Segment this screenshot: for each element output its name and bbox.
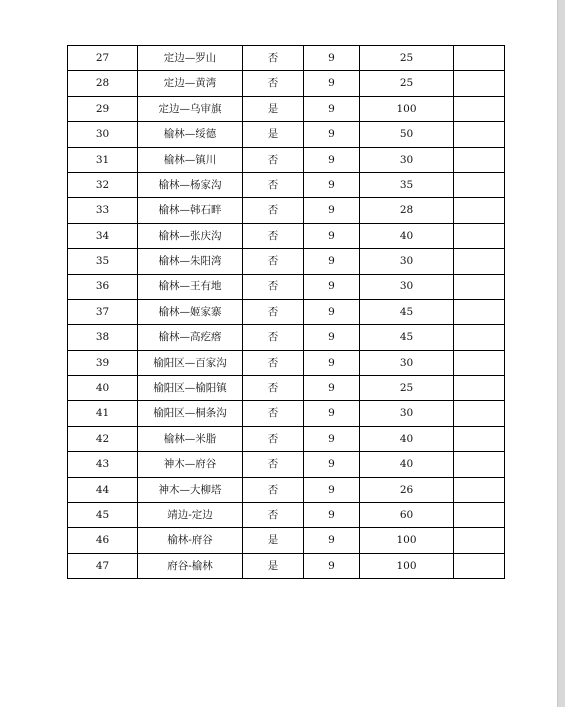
value-cell: 40	[360, 452, 454, 477]
grade-cell: 9	[304, 528, 360, 553]
flag-cell: 否	[243, 325, 304, 350]
note-cell	[454, 46, 505, 71]
flag-cell: 否	[243, 46, 304, 71]
route-cell: 神木—府谷	[138, 452, 243, 477]
grade-cell: 9	[304, 350, 360, 375]
route-table	[67, 45, 505, 579]
value-cell: 100	[360, 528, 454, 553]
route-cell: 靖边-定边	[138, 503, 243, 528]
flag-cell: 否	[243, 376, 304, 401]
flag-cell: 否	[243, 71, 304, 96]
grade-cell: 9	[304, 122, 360, 147]
note-cell	[454, 71, 505, 96]
value-cell: 30	[360, 350, 454, 375]
row-number-cell: 35	[68, 249, 138, 274]
grade-cell: 9	[304, 172, 360, 197]
value-cell: 30	[360, 147, 454, 172]
table-row	[68, 198, 505, 223]
flag-cell: 否	[243, 198, 304, 223]
value-cell: 30	[360, 401, 454, 426]
route-cell: 榆阳区—桐条沟	[138, 401, 243, 426]
flag-cell: 是	[243, 553, 304, 578]
table-row	[68, 71, 505, 96]
grade-cell: 9	[304, 553, 360, 578]
flag-cell: 否	[243, 172, 304, 197]
route-table-body	[68, 46, 505, 579]
value-cell: 100	[360, 96, 454, 121]
value-cell: 35	[360, 172, 454, 197]
grade-cell: 9	[304, 223, 360, 248]
value-cell: 25	[360, 376, 454, 401]
table-row	[68, 147, 505, 172]
grade-cell: 9	[304, 477, 360, 502]
table-row	[68, 452, 505, 477]
flag-cell: 否	[243, 299, 304, 324]
row-number-cell: 45	[68, 503, 138, 528]
route-cell: 榆阳区—榆阳镇	[138, 376, 243, 401]
route-cell: 榆林—姬家寨	[138, 299, 243, 324]
table-row	[68, 553, 505, 578]
route-cell: 定边—乌审旗	[138, 96, 243, 121]
note-cell	[454, 299, 505, 324]
route-cell: 榆阳区—百家沟	[138, 350, 243, 375]
grade-cell: 9	[304, 299, 360, 324]
grade-cell: 9	[304, 147, 360, 172]
table-row	[68, 172, 505, 197]
table-row	[68, 426, 505, 451]
grade-cell: 9	[304, 46, 360, 71]
route-cell: 榆林—杨家沟	[138, 172, 243, 197]
value-cell: 26	[360, 477, 454, 502]
grade-cell: 9	[304, 274, 360, 299]
grade-cell: 9	[304, 401, 360, 426]
vertical-scrollbar[interactable]	[557, 0, 565, 707]
note-cell	[454, 426, 505, 451]
table-row	[68, 223, 505, 248]
note-cell	[454, 350, 505, 375]
row-number-cell: 30	[68, 122, 138, 147]
note-cell	[454, 96, 505, 121]
route-cell: 府谷-榆林	[138, 553, 243, 578]
grade-cell: 9	[304, 452, 360, 477]
row-number-cell: 33	[68, 198, 138, 223]
grade-cell: 9	[304, 198, 360, 223]
row-number-cell: 36	[68, 274, 138, 299]
row-number-cell: 44	[68, 477, 138, 502]
value-cell: 30	[360, 249, 454, 274]
note-cell	[454, 172, 505, 197]
value-cell: 50	[360, 122, 454, 147]
note-cell	[454, 503, 505, 528]
route-cell: 定边—黄湾	[138, 71, 243, 96]
note-cell	[454, 477, 505, 502]
route-cell: 榆林—镇川	[138, 147, 243, 172]
row-number-cell: 39	[68, 350, 138, 375]
table-row	[68, 528, 505, 553]
value-cell: 25	[360, 71, 454, 96]
route-cell: 榆林—张庆沟	[138, 223, 243, 248]
grade-cell: 9	[304, 325, 360, 350]
value-cell: 100	[360, 553, 454, 578]
table-row	[68, 376, 505, 401]
flag-cell: 否	[243, 401, 304, 426]
table-row	[68, 249, 505, 274]
flag-cell: 否	[243, 249, 304, 274]
flag-cell: 是	[243, 96, 304, 121]
table-row	[68, 96, 505, 121]
value-cell: 40	[360, 426, 454, 451]
route-cell: 榆林—朱阳湾	[138, 249, 243, 274]
row-number-cell: 32	[68, 172, 138, 197]
note-cell	[454, 376, 505, 401]
value-cell: 60	[360, 503, 454, 528]
flag-cell: 否	[243, 477, 304, 502]
table-row	[68, 503, 505, 528]
table-row	[68, 477, 505, 502]
grade-cell: 9	[304, 71, 360, 96]
table-row	[68, 122, 505, 147]
table-row	[68, 46, 505, 71]
note-cell	[454, 274, 505, 299]
note-cell	[454, 553, 505, 578]
route-cell: 定边—罗山	[138, 46, 243, 71]
note-cell	[454, 122, 505, 147]
note-cell	[454, 198, 505, 223]
flag-cell: 否	[243, 452, 304, 477]
row-number-cell: 29	[68, 96, 138, 121]
grade-cell: 9	[304, 503, 360, 528]
flag-cell: 否	[243, 350, 304, 375]
value-cell: 28	[360, 198, 454, 223]
row-number-cell: 43	[68, 452, 138, 477]
note-cell	[454, 528, 505, 553]
row-number-cell: 40	[68, 376, 138, 401]
note-cell	[454, 147, 505, 172]
route-cell: 榆林—韩石畔	[138, 198, 243, 223]
grade-cell: 9	[304, 376, 360, 401]
note-cell	[454, 325, 505, 350]
route-cell: 榆林—绥德	[138, 122, 243, 147]
value-cell: 40	[360, 223, 454, 248]
grade-cell: 9	[304, 96, 360, 121]
note-cell	[454, 401, 505, 426]
note-cell	[454, 452, 505, 477]
flag-cell: 是	[243, 528, 304, 553]
table-row	[68, 299, 505, 324]
row-number-cell: 34	[68, 223, 138, 248]
route-cell: 榆林—米脂	[138, 426, 243, 451]
row-number-cell: 28	[68, 71, 138, 96]
value-cell: 45	[360, 325, 454, 350]
row-number-cell: 42	[68, 426, 138, 451]
table-row	[68, 274, 505, 299]
row-number-cell: 37	[68, 299, 138, 324]
note-cell	[454, 249, 505, 274]
row-number-cell: 27	[68, 46, 138, 71]
table-row	[68, 401, 505, 426]
value-cell: 30	[360, 274, 454, 299]
flag-cell: 否	[243, 426, 304, 451]
row-number-cell: 38	[68, 325, 138, 350]
grade-cell: 9	[304, 426, 360, 451]
row-number-cell: 47	[68, 553, 138, 578]
grade-cell: 9	[304, 249, 360, 274]
flag-cell: 否	[243, 147, 304, 172]
row-number-cell: 41	[68, 401, 138, 426]
flag-cell: 否	[243, 503, 304, 528]
table-row	[68, 325, 505, 350]
value-cell: 25	[360, 46, 454, 71]
route-cell: 神木—大柳塔	[138, 477, 243, 502]
route-cell: 榆林-府谷	[138, 528, 243, 553]
row-number-cell: 46	[68, 528, 138, 553]
route-cell: 榆林—高疙瘩	[138, 325, 243, 350]
table-row	[68, 350, 505, 375]
flag-cell: 是	[243, 122, 304, 147]
row-number-cell: 31	[68, 147, 138, 172]
value-cell: 45	[360, 299, 454, 324]
note-cell	[454, 223, 505, 248]
route-cell: 榆林—王有地	[138, 274, 243, 299]
flag-cell: 否	[243, 223, 304, 248]
flag-cell: 否	[243, 274, 304, 299]
